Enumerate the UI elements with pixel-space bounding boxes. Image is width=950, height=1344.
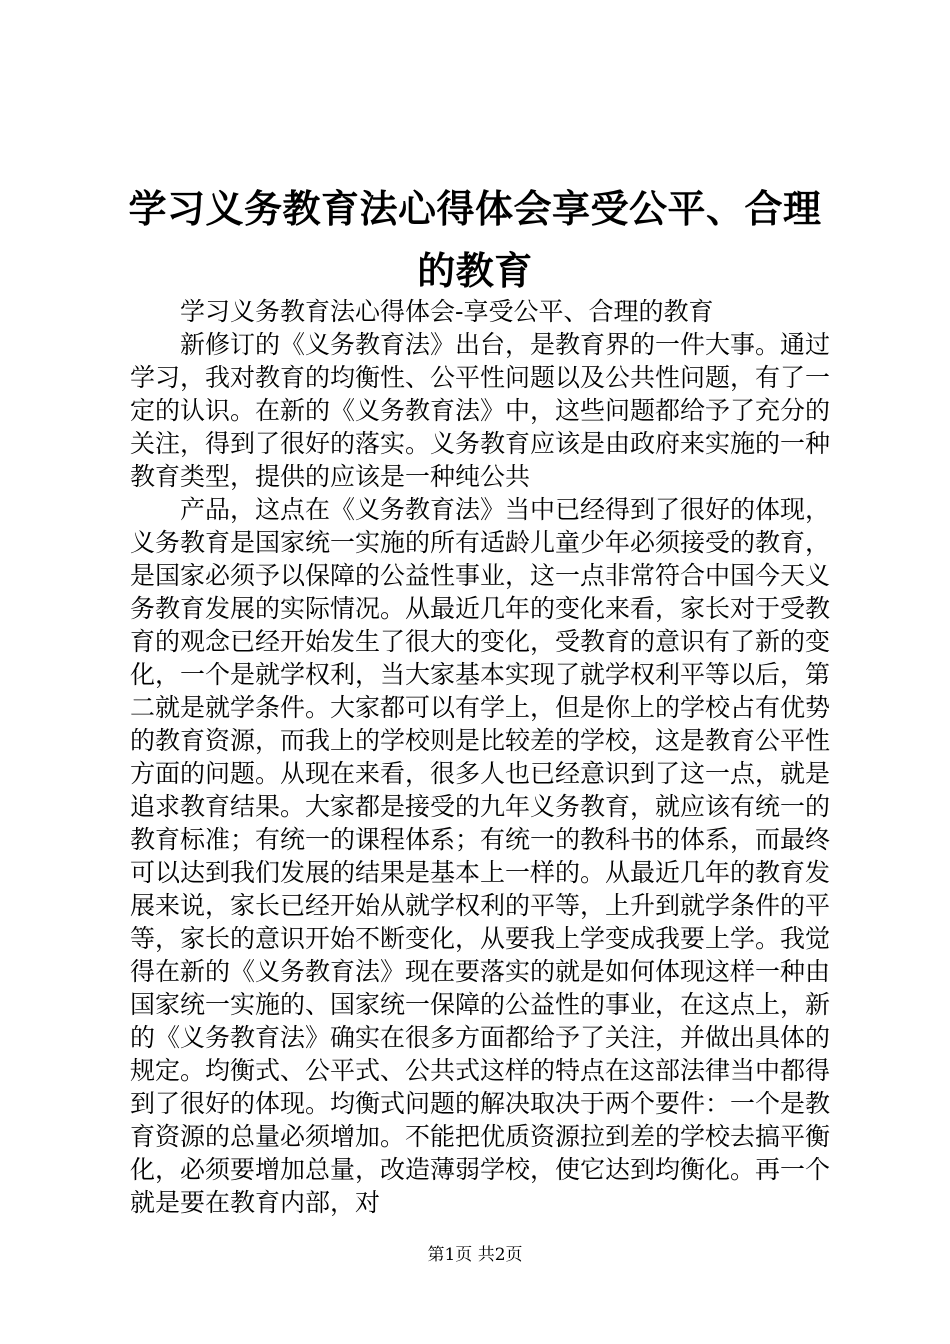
page-number-footer: 第1页 共2页 bbox=[427, 1245, 523, 1265]
document-title: 学习义务教育法心得体会享受公平、合理的教育 bbox=[128, 186, 822, 293]
document-body bbox=[130, 295, 830, 1219]
paragraph: 产品，这点在《义务教育法》当中已经得到了很好的体现，义务教育是国家统一实施的所有适龄儿童少年必须接受的教育，是国家必须予以保障的公益性事业，这一点非常符合中国今天义务教育发展的实际情况。从最近几年的变化来看，家长对于受教育的观念已经开始发生了很大的变化，受教育的意识有了新的变化，一个是就学权利，当大家基本实现了就学权利平等以后，第二就是就学条件。大家都可以有学上，但是你上的学校占有优势的教育资源，而我上的学校则是比较差的学校，这是教育公平性方面的问题。从现在来看，很多人也已经意识到了这一点，就是追求教育结果。大家都是接受的九年义务教育，就应该有统一的教育标准；有统一的课程体系；有统一的教科书的体系，而最终可以达到我们发展的结果是基本上一样的。从最近几年的教育发展来说，家长已经开始从就学权利的平等，上升到就学条件的平等，家长的意识开始不断变化，从要我上学变成我要上学。我觉得在新的《义务教育法》现在要落实的就是如何体现这样一种由国家统一实施的、国家统一保障的公益性的事业，在这点上，新的《义务教育法》确实在很多方面都给予了关注，并做出具体的规定。均衡式、公平式、公共式这样的特点在这部法律当中都得到了很好的体现。均衡式问题的解决取决于两个要件：一个是教育资源的总量必须增加。不能把优质资源拉到差的学校去搞平衡化，必须要增加总量，改造薄弱学校，使它达到均衡化。再一个就是要在教育内部，对 bbox=[130, 495, 831, 1217]
paragraph-subtitle: 学习义务教育法心得体会-享受公平、合理的教育 bbox=[180, 297, 714, 326]
paragraph: 新修订的《义务教育法》出台，是教育界的一件大事。通过学习，我对教育的均衡性、公平性问题以及公共性问题，有了一定的认识。在新的《义务教育法》中，这些问题都给予了充分的关注，得到了很好的落实。义务教育应该是由政府来实施的一种教育类型，提供的应该是一种纯公共 bbox=[130, 330, 831, 491]
